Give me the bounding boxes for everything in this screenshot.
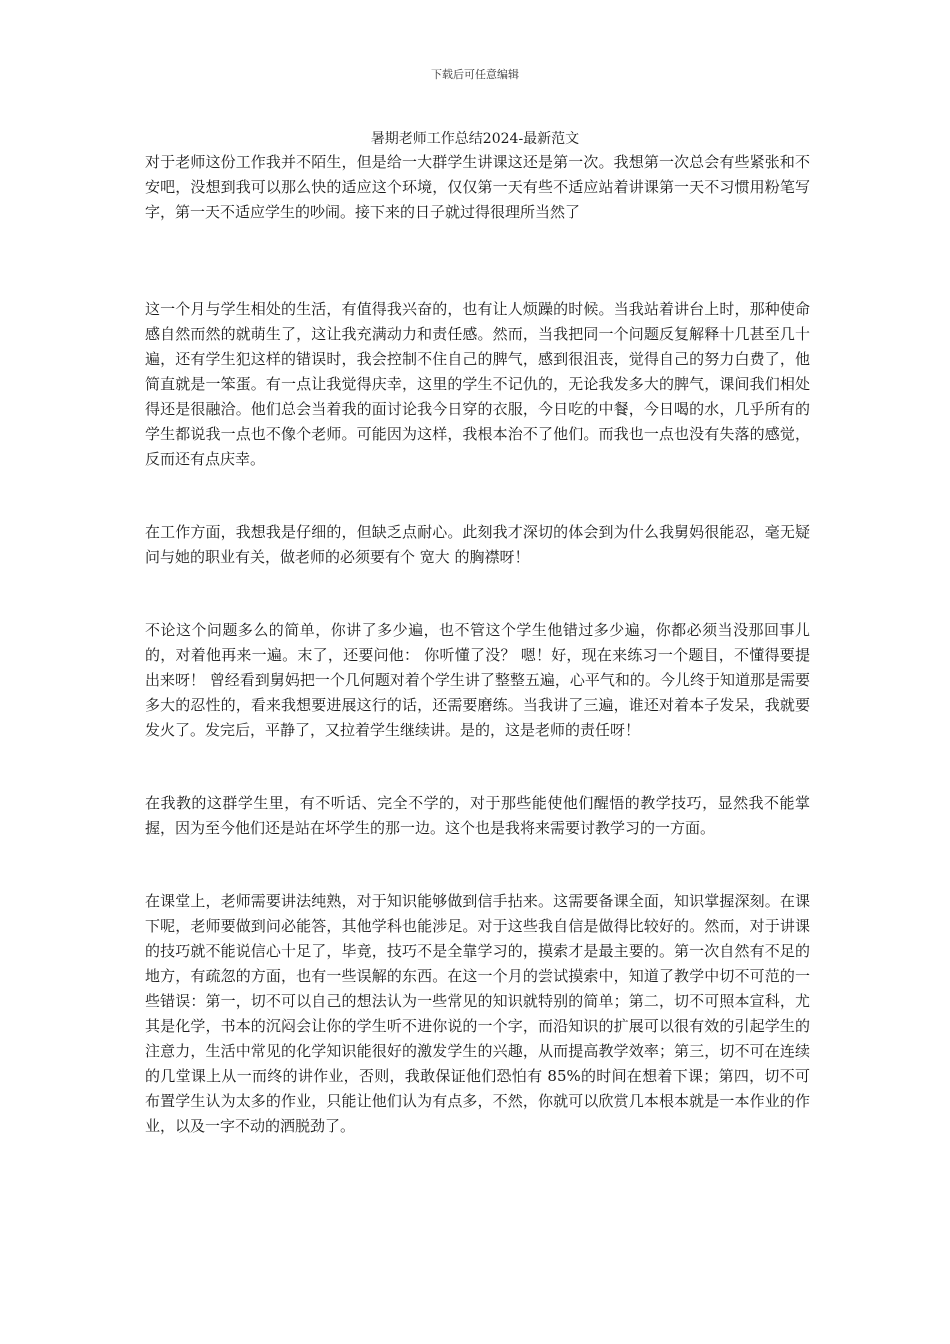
page-header-note: 下载后可任意编辑 (431, 68, 519, 81)
paragraph-3: 在工作方面，我想我是仔细的，但缺乏点耐心。此刻我才深切的体会到为什么我舅妈很能忍，毫无疑问与她的职业有关，做老师的必须要有个 宽大 的胸襟呀！ (145, 523, 810, 566)
paragraph-5: 在我教的这群学生里，有不听话、完全不学的，对于那些能使他们醒悟的教学技巧，显然我不能掌握，因为至今他们还是站在坏学生的那一边。这个也是我将来需要讨教学习的一方面。 (145, 794, 810, 837)
document-title: 暑期老师工作总结2024-最新范文 (370, 131, 580, 147)
paragraph-1: 对于老师这份工作我并不陌生，但是给一大群学生讲课这还是第一次。我想第一次总会有些紧张和不安吧，没想到我可以那么快的适应这个环境，仅仅第一天有些不适应站着讲课第一天不习惯用粉笔写字，第一天不适应学生的吵闹。接下来的日子就过得很理所当然了 (145, 153, 810, 221)
paragraph-2: 这一个月与学生相处的生活，有值得我兴奋的，也有让人烦躁的时候。当我站着讲台上时，那种使命感自然而然的就萌生了，这让我充满动力和责任感。然而，当我把同一个问题反复解释十几甚至几十遍，还有学生犯这样的错误时，我会控制不住自己的脾气，感到很沮丧，觉得自己的努力白费了，他简直就是一笨蛋。有一点让我觉得庆幸，这里的学生不记仇的，无论我发多大的脾气，课间我们相处得还是很融洽。他们总会当着我的面讨论我今日穿的衣服，今日吃的中餐，今日喝的水，几乎所有的学生都说我一点也不像个老师。可能因为这样，我根本治不了他们。而我也一点也没有失落的感觉，反而还有点庆幸。 (145, 300, 810, 468)
paragraph-6: 在课堂上，老师需要讲法纯熟，对于知识能够做到信手拈来。这需要备课全面，知识掌握深刻。在课下呢，老师要做到问必能答，其他学科也能涉足。对于这些我自信是做得比较好的。然而，对于讲课的技巧就不能说信心十足了，毕竟，技巧不是全靠学习的，摸索才是最主要的。第一次自然有不足的地方，有疏忽的方面，也有一些误解的东西。在这一个月的尝试摸索中，知道了教学中切不可范的一些错误：第一，切不可以自己的想法认为一些常见的知识就特别的简单；第二，切不可照本宣科，尤其是化学，书本的沉闷会让你的学生听不进你说的一个字，而沿知识的扩展可以很有效的引起学生的注意力，生活中常见的化学知识能很好的激发学生的兴趣，从而提高教学效率；第三，切不可在连续的几堂课上从一而终的讲作业，否则，我敢保证他们恐怕有 85%的时间在想着下课；第四，切不可布置学生认为太多的作业，只能让他们认为有点多，不然，你就可以欣赏几本根本就是一本作业的作业，以及一字不动的洒脱劲了。 (145, 892, 810, 1135)
document-body (145, 150, 810, 1139)
paragraph-4: 不论这个问题多么的简单，你讲了多少遍，也不管这个学生他错过多少遍，你都必须当没那回事儿的，对着他再来一遍。末了，还要问他： 你听懂了没？ 嗯！好，现在来练习一个题目，不懂得要提出来呀！ 曾经看到舅妈把一个几何题对着个学生讲了整整五遍，心平气和的。今儿终于知道那是需要多大的忍性的，看来我想要进展这行的话，还需要磨练。当我讲了三遍，谁还对着本子发呆，我就要发火了。发完后，平静了，又拉着学生继续讲。是的，这是老师的责任呀！ (145, 621, 810, 739)
